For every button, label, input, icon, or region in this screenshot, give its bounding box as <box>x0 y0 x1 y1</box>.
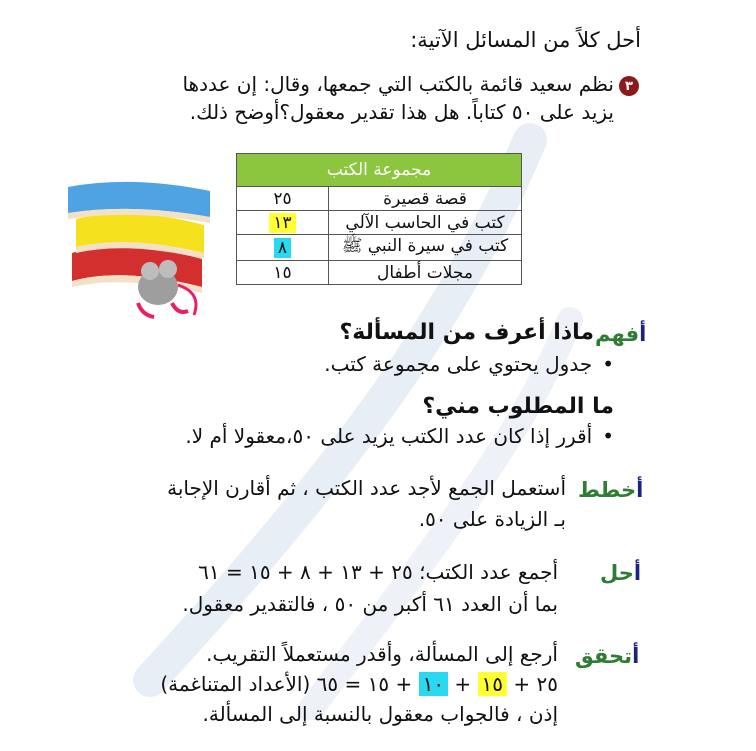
plan-text-line-2: بـ الزيادة على ٥٠. <box>418 507 566 531</box>
book-title-cell: كتب في سيرة النبي ﷺ <box>329 235 522 261</box>
understand-question: ماذا أعرف من المسألة؟ <box>339 320 594 345</box>
book-count-cell <box>237 211 329 235</box>
solve-text-line-2: بما أن العدد ٦١ أكبر من ٥٠ ، فالتقدير معقول. <box>182 592 558 616</box>
exercise-intro: أحل كلاً من المسائل الآتية: <box>410 28 641 52</box>
eq-note: (الأعداد المتناغمة) <box>160 672 311 696</box>
book-count-value: ٨ <box>274 238 291 258</box>
label-rest: تحقق <box>575 644 633 668</box>
book-count-value: ١٣ <box>269 213 295 233</box>
book-title-cell: كتب في الحاسب الآلي <box>329 211 522 235</box>
table-row <box>237 187 522 211</box>
understand-bullet: • جدول يحتوي على مجموعة كتب. <box>324 352 614 376</box>
table-header: مجموعة الكتب <box>237 154 522 187</box>
plan-label <box>578 478 643 502</box>
required-question: ما المطلوب مني؟ <box>422 394 614 419</box>
label-prefix: أ <box>632 644 640 668</box>
book-title-cell: قصة قصيرة <box>329 187 522 211</box>
book-count-cell <box>237 187 329 211</box>
plan-text-line-1: أستعمل الجمع لأجد عدد الكتب ، ثم أقارن الإجابة <box>167 476 566 500</box>
eq-term: ١٥ <box>367 672 390 696</box>
table-row <box>237 211 522 235</box>
problem-number-badge: ٣ <box>619 76 639 96</box>
book-count-cell <box>237 235 329 261</box>
book-count-value: ٢٥ <box>273 188 292 209</box>
table-row <box>237 235 522 261</box>
problem-text-line-2: يزيد على ٥٠ كتاباً. هل هذا تقدير معقول؟أوضح ذلك. <box>189 100 614 124</box>
eq-result: ٦٥ <box>316 672 339 696</box>
label-rest: خطط <box>578 478 637 502</box>
table-row <box>237 261 522 285</box>
label-rest: فهم <box>595 322 640 346</box>
label-rest: حل <box>600 561 634 585</box>
solve-label <box>600 561 641 585</box>
book-title-cell: مجلات أطفال <box>329 261 522 285</box>
verify-label <box>575 644 639 668</box>
eq-term: ٢٥ <box>536 672 558 696</box>
verify-text-line-1: أرجع إلى المسألة، وأقدر مستعملاً التقريب. <box>206 642 558 666</box>
book-count-value: ١٥ <box>273 262 292 283</box>
verify-text-line-3: إذن ، فالجواب معقول بالنسبة إلى المسألة. <box>202 702 558 726</box>
label-prefix: أ <box>636 478 644 502</box>
books-mouse-illustration <box>62 175 222 325</box>
label-prefix: أ <box>633 561 642 585</box>
eq-term-highlight: ١٠ <box>419 672 448 696</box>
understand-label <box>595 322 646 346</box>
book-count-cell <box>237 261 329 285</box>
eq-term-highlight: ١٥ <box>478 672 507 696</box>
required-bullet: • أقرر إذا كان عدد الكتب يزيد على ٥٠،معقولا أم لا. <box>185 424 614 448</box>
label-prefix: أ <box>639 322 647 346</box>
books-collection-table <box>236 153 522 285</box>
solve-text-line-1: أجمع عدد الكتب؛ ٢٥ + ١٣ + ٨ + ١٥ = ٦١ <box>198 560 558 584</box>
verify-equation-line: ٢٥ + ١٥ + ١٠ + ١٥ = ٦٥ (الأعداد المتناغمة) <box>160 672 558 696</box>
problem-text-line-1: نظم سعيد قائمة بالكتب التي جمعها، وقال: إن عددها <box>182 72 614 96</box>
